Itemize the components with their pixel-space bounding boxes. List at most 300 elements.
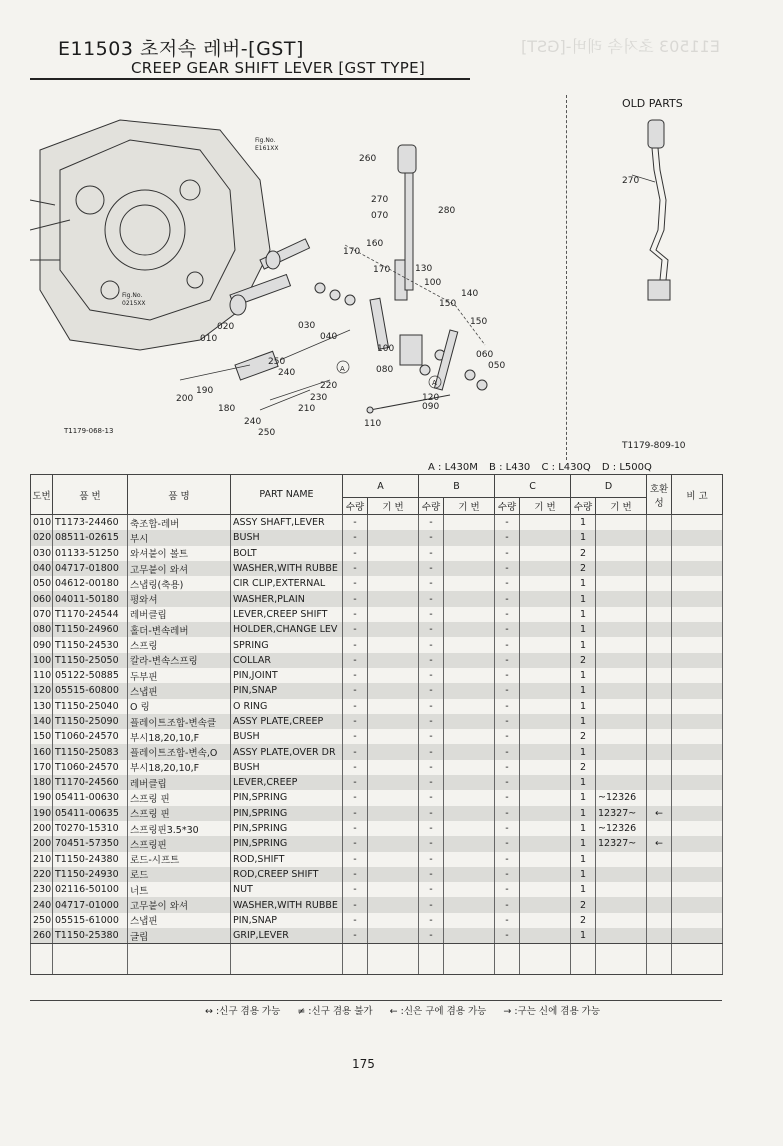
cell-b: - xyxy=(419,897,444,912)
cell-empty xyxy=(520,760,571,775)
cell-c: - xyxy=(495,897,520,912)
cell-b: - xyxy=(419,576,444,591)
cell-c: - xyxy=(495,928,520,944)
cell-empty xyxy=(368,622,419,637)
cell-empty xyxy=(368,852,419,867)
cell-c: - xyxy=(495,653,520,668)
header-model-b: B xyxy=(419,475,495,498)
cell-ic xyxy=(647,668,672,683)
cell-c: - xyxy=(495,836,520,851)
cell-no: 020 xyxy=(31,530,53,545)
cell-empty xyxy=(368,806,419,821)
cell-c: - xyxy=(495,546,520,561)
cell-serial xyxy=(596,852,647,867)
cell-serial xyxy=(596,775,647,790)
cell-empty xyxy=(672,515,723,531)
cell-ic xyxy=(647,867,672,882)
cell-empty xyxy=(520,882,571,897)
cell-no: 140 xyxy=(31,714,53,729)
cell-part: 02116-50100 xyxy=(53,882,128,897)
legend-item: ↔ :신구 겸용 가능 xyxy=(205,1006,281,1017)
cell-empty xyxy=(343,944,368,975)
cell-d: 1 xyxy=(571,821,596,836)
cell-d: 2 xyxy=(571,913,596,928)
cell-ic: ← xyxy=(647,806,672,821)
cell-serial: 12327~ xyxy=(596,836,647,851)
cell-d: 2 xyxy=(571,561,596,576)
cell-ic xyxy=(647,897,672,912)
cell-en: WASHER,WITH RUBBE xyxy=(231,897,343,912)
cell-a: - xyxy=(343,515,368,531)
cell-empty xyxy=(368,607,419,622)
cell-empty xyxy=(368,683,419,698)
svg-text:170: 170 xyxy=(373,265,391,275)
cell-no: 240 xyxy=(31,897,53,912)
cell-ic xyxy=(647,928,672,944)
svg-text:260: 260 xyxy=(359,154,377,164)
cell-empty xyxy=(520,806,571,821)
cell-serial xyxy=(596,760,647,775)
cell-serial: 12327~ xyxy=(596,806,647,821)
cell-empty xyxy=(672,699,723,714)
cell-a: - xyxy=(343,561,368,576)
cell-c: - xyxy=(495,530,520,545)
cell-part: T1173-24460 xyxy=(53,515,128,531)
cell-part: T1150-25090 xyxy=(53,714,128,729)
cell-empty xyxy=(368,591,419,606)
cell-d: 1 xyxy=(571,806,596,821)
cell-empty xyxy=(444,622,495,637)
cell-kr: 스냅핀 xyxy=(128,913,231,928)
cell-empty xyxy=(520,897,571,912)
cell-serial xyxy=(596,729,647,744)
cell-serial xyxy=(596,897,647,912)
cell-a: - xyxy=(343,852,368,867)
cell-b: - xyxy=(419,515,444,531)
cell-empty xyxy=(368,668,419,683)
cell-b: - xyxy=(419,561,444,576)
cell-d: 2 xyxy=(571,897,596,912)
cell-d: 2 xyxy=(571,729,596,744)
svg-text:250: 250 xyxy=(258,428,276,438)
cell-empty xyxy=(444,944,495,975)
cell-no: 090 xyxy=(31,637,53,652)
cell-c: - xyxy=(495,622,520,637)
svg-text:100: 100 xyxy=(377,344,395,354)
legend-item: ← :신은 구에 겸용 가능 xyxy=(389,1006,487,1017)
cell-en: PIN,SPRING xyxy=(231,806,343,821)
model-a: A : L430M xyxy=(428,462,478,473)
cell-empty xyxy=(520,530,571,545)
cell-c: - xyxy=(495,913,520,928)
cell-empty xyxy=(520,867,571,882)
table-row xyxy=(31,546,723,561)
cell-no: 040 xyxy=(31,561,53,576)
parts-table xyxy=(30,474,723,975)
cell-c: - xyxy=(495,668,520,683)
cell-empty xyxy=(672,653,723,668)
cell-ic xyxy=(647,775,672,790)
cell-c: - xyxy=(495,607,520,622)
header-model-c: C xyxy=(495,475,571,498)
cell-no: 130 xyxy=(31,699,53,714)
cell-d: 1 xyxy=(571,515,596,531)
figure-code-left: T1179-068-13 xyxy=(64,427,114,435)
cell-c: - xyxy=(495,867,520,882)
cell-b: - xyxy=(419,714,444,729)
cell-empty xyxy=(520,561,571,576)
cell-serial xyxy=(596,576,647,591)
svg-text:220: 220 xyxy=(320,381,338,391)
cell-no: 050 xyxy=(31,576,53,591)
cell-d: 1 xyxy=(571,836,596,851)
cell-b: - xyxy=(419,928,444,944)
cell-serial xyxy=(596,591,647,606)
table-row xyxy=(31,821,723,836)
cell-empty xyxy=(520,928,571,944)
table-row xyxy=(31,806,723,821)
cell-a: - xyxy=(343,576,368,591)
cell-b: - xyxy=(419,821,444,836)
table-row xyxy=(31,744,723,759)
cell-empty xyxy=(368,576,419,591)
cell-no: 110 xyxy=(31,668,53,683)
cell-en: COLLAR xyxy=(231,653,343,668)
cell-en: BUSH xyxy=(231,729,343,744)
cell-empty xyxy=(520,637,571,652)
title-underline xyxy=(30,78,470,80)
cell-c: - xyxy=(495,729,520,744)
table-filler-row xyxy=(31,944,723,975)
cell-no: 160 xyxy=(31,744,53,759)
cell-part: 05122-50885 xyxy=(53,668,128,683)
svg-text:150: 150 xyxy=(470,317,488,327)
cell-kr: 스프링 xyxy=(128,637,231,652)
cell-d: 1 xyxy=(571,790,596,805)
cell-part: T1150-25040 xyxy=(53,699,128,714)
cell-kr: 칼라-변속스프링 xyxy=(128,653,231,668)
svg-text:120: 120 xyxy=(422,393,440,403)
cell-d: 1 xyxy=(571,882,596,897)
figure-code-right: T1179-809-10 xyxy=(622,441,686,451)
cell-en: LEVER,CREEP xyxy=(231,775,343,790)
cell-no: 210 xyxy=(31,852,53,867)
cell-empty xyxy=(672,729,723,744)
cell-b: - xyxy=(419,622,444,637)
cell-empty xyxy=(444,561,495,576)
table-row xyxy=(31,591,723,606)
cell-kr: 로드-시프트 xyxy=(128,852,231,867)
cell-no: 010 xyxy=(31,515,53,531)
svg-text:Fig.No.: Fig.No. xyxy=(122,292,143,299)
cell-part: 05515-60800 xyxy=(53,683,128,698)
cell-kr: 스프링 핀 xyxy=(128,790,231,805)
svg-text:250: 250 xyxy=(268,357,286,367)
exploded-parts-diagram xyxy=(30,110,565,440)
cell-no: 030 xyxy=(31,546,53,561)
header-part-name: PART NAME xyxy=(231,475,343,515)
cell-empty xyxy=(444,836,495,851)
cell-empty xyxy=(128,944,231,975)
cell-en: ROD,SHIFT xyxy=(231,852,343,867)
cell-serial xyxy=(596,668,647,683)
cell-ic xyxy=(647,515,672,531)
cell-ic xyxy=(647,576,672,591)
cell-a: - xyxy=(343,683,368,698)
cell-part: T1060-24570 xyxy=(53,729,128,744)
model-d: D : L500Q xyxy=(601,462,652,473)
header-serial-a: 기 번 xyxy=(368,498,419,515)
cell-part: T1150-25083 xyxy=(53,744,128,759)
cell-kr: 와셔붙이 볼트 xyxy=(128,546,231,561)
svg-text:040: 040 xyxy=(320,332,338,342)
header-no: 도번 xyxy=(31,475,53,515)
svg-text:080: 080 xyxy=(376,365,394,375)
cell-part: 08511-02615 xyxy=(53,530,128,545)
cell-empty xyxy=(444,530,495,545)
cell-empty xyxy=(672,852,723,867)
cell-d: 2 xyxy=(571,546,596,561)
cell-b: - xyxy=(419,790,444,805)
cell-empty xyxy=(444,576,495,591)
svg-text:270: 270 xyxy=(622,176,640,186)
cell-a: - xyxy=(343,882,368,897)
header-model-d: D xyxy=(571,475,647,498)
cell-c: - xyxy=(495,576,520,591)
cell-empty xyxy=(368,882,419,897)
cell-empty xyxy=(368,836,419,851)
cell-part: 04612-00180 xyxy=(53,576,128,591)
cell-kr: 레버클립 xyxy=(128,775,231,790)
cell-no: 120 xyxy=(31,683,53,698)
cell-empty xyxy=(368,821,419,836)
cell-en: ASSY SHAFT,LEVER xyxy=(231,515,343,531)
cell-part: 01133-51250 xyxy=(53,546,128,561)
cell-part: 04717-01000 xyxy=(53,897,128,912)
cell-empty xyxy=(444,683,495,698)
cell-a: - xyxy=(343,699,368,714)
cell-empty xyxy=(672,683,723,698)
cell-serial xyxy=(596,530,647,545)
cell-d: 1 xyxy=(571,576,596,591)
cell-empty xyxy=(444,806,495,821)
cell-empty xyxy=(520,683,571,698)
cell-part: T0270-15310 xyxy=(53,821,128,836)
cell-empty xyxy=(520,714,571,729)
table-row xyxy=(31,775,723,790)
cell-no: 080 xyxy=(31,622,53,637)
table-row xyxy=(31,729,723,744)
svg-text:230: 230 xyxy=(310,393,328,403)
svg-text:E161XX: E161XX xyxy=(255,145,279,152)
table-row xyxy=(31,699,723,714)
cell-part: T1150-24530 xyxy=(53,637,128,652)
cell-serial xyxy=(596,515,647,531)
svg-text:0215XX: 0215XX xyxy=(122,300,146,307)
cell-d: 1 xyxy=(571,928,596,944)
cell-empty xyxy=(672,821,723,836)
cell-a: - xyxy=(343,653,368,668)
cell-empty xyxy=(520,576,571,591)
header-serial-b: 기 번 xyxy=(444,498,495,515)
cell-a: - xyxy=(343,913,368,928)
cell-ic xyxy=(647,622,672,637)
cell-a: - xyxy=(343,806,368,821)
cell-en: BOLT xyxy=(231,546,343,561)
cell-empty xyxy=(520,591,571,606)
cell-en: ROD,CREEP SHIFT xyxy=(231,867,343,882)
cell-empty xyxy=(672,546,723,561)
svg-text:180: 180 xyxy=(218,404,236,414)
svg-text:A: A xyxy=(340,365,345,373)
cell-c: - xyxy=(495,806,520,821)
cell-a: - xyxy=(343,714,368,729)
cell-kr: 스프링핀 xyxy=(128,836,231,851)
cell-a: - xyxy=(343,744,368,759)
table-row xyxy=(31,653,723,668)
svg-text:270: 270 xyxy=(371,195,389,205)
cell-ic xyxy=(647,683,672,698)
cell-empty xyxy=(647,944,672,975)
table-row xyxy=(31,897,723,912)
svg-text:240: 240 xyxy=(278,368,296,378)
table-row xyxy=(31,622,723,637)
table-row xyxy=(31,928,723,944)
cell-en: CIR CLIP,EXTERNAL xyxy=(231,576,343,591)
header-qty-d: 수량 xyxy=(571,498,596,515)
cell-a: - xyxy=(343,607,368,622)
cell-empty xyxy=(520,622,571,637)
cell-kr: 고무붙이 와셔 xyxy=(128,561,231,576)
cell-serial xyxy=(596,744,647,759)
cell-en: PIN,SPRING xyxy=(231,790,343,805)
cell-a: - xyxy=(343,591,368,606)
cell-empty xyxy=(444,515,495,531)
cell-ic xyxy=(647,591,672,606)
cell-no: 190 xyxy=(31,806,53,821)
svg-text:060: 060 xyxy=(476,350,494,360)
svg-text:130: 130 xyxy=(415,264,433,274)
table-row xyxy=(31,852,723,867)
cell-empty xyxy=(444,897,495,912)
svg-text:Fig.No.: Fig.No. xyxy=(255,137,276,144)
cell-empty xyxy=(520,913,571,928)
cell-empty xyxy=(419,944,444,975)
cell-no: 200 xyxy=(31,836,53,851)
cell-empty xyxy=(444,668,495,683)
cell-a: - xyxy=(343,546,368,561)
cell-no: 260 xyxy=(31,928,53,944)
cell-d: 1 xyxy=(571,699,596,714)
cell-empty xyxy=(520,515,571,531)
cell-d: 1 xyxy=(571,775,596,790)
cell-empty xyxy=(672,806,723,821)
cell-serial xyxy=(596,653,647,668)
cell-kr: 부시18,20,10,F xyxy=(128,760,231,775)
cell-serial xyxy=(596,867,647,882)
cell-empty xyxy=(520,607,571,622)
cell-no: 150 xyxy=(31,729,53,744)
cell-kr: 플레이트조합-변속,O xyxy=(128,744,231,759)
cell-no: 200 xyxy=(31,821,53,836)
cell-ic xyxy=(647,699,672,714)
old-parts-divider xyxy=(566,95,567,460)
cell-empty xyxy=(368,897,419,912)
svg-text:070: 070 xyxy=(371,211,389,221)
svg-text:050: 050 xyxy=(488,361,506,371)
cell-en: SPRING xyxy=(231,637,343,652)
cell-d: 1 xyxy=(571,714,596,729)
cell-part: 05411-00635 xyxy=(53,806,128,821)
cell-empty xyxy=(444,744,495,759)
cell-empty xyxy=(672,530,723,545)
cell-a: - xyxy=(343,760,368,775)
cell-en: BUSH xyxy=(231,760,343,775)
table-row xyxy=(31,576,723,591)
cell-empty xyxy=(444,790,495,805)
cell-empty xyxy=(368,561,419,576)
cell-serial xyxy=(596,561,647,576)
cell-serial xyxy=(596,607,647,622)
cell-no: 220 xyxy=(31,867,53,882)
cell-en: ASSY PLATE,CREEP xyxy=(231,714,343,729)
cell-b: - xyxy=(419,699,444,714)
cell-ic xyxy=(647,729,672,744)
cell-empty xyxy=(368,913,419,928)
cell-c: - xyxy=(495,821,520,836)
cell-d: 1 xyxy=(571,622,596,637)
cell-en: PIN,SNAP xyxy=(231,913,343,928)
svg-text:240: 240 xyxy=(244,417,262,427)
cell-empty xyxy=(672,668,723,683)
cell-empty xyxy=(672,637,723,652)
cell-empty xyxy=(520,653,571,668)
cell-d: 1 xyxy=(571,744,596,759)
cell-ic xyxy=(647,790,672,805)
cell-no: 190 xyxy=(31,790,53,805)
cell-d: 1 xyxy=(571,867,596,882)
cell-empty xyxy=(368,867,419,882)
cell-a: - xyxy=(343,897,368,912)
cell-serial xyxy=(596,928,647,944)
cell-d: 1 xyxy=(571,668,596,683)
cell-part: 70451-57350 xyxy=(53,836,128,851)
cell-kr: 플레이트조합-변속클 xyxy=(128,714,231,729)
cell-en: PIN,SPRING xyxy=(231,836,343,851)
cell-serial xyxy=(596,637,647,652)
cell-empty xyxy=(672,775,723,790)
cell-kr: O 링 xyxy=(128,699,231,714)
cell-b: - xyxy=(419,760,444,775)
cell-serial xyxy=(596,882,647,897)
cell-en: PIN,JOINT xyxy=(231,668,343,683)
cell-empty xyxy=(444,546,495,561)
bleed-through-text: E11503 초저속 레버-[GST] xyxy=(520,37,720,56)
cell-empty xyxy=(444,867,495,882)
table-row xyxy=(31,607,723,622)
cell-en: GRIP,LEVER xyxy=(231,928,343,944)
cell-empty xyxy=(444,653,495,668)
cell-empty xyxy=(520,775,571,790)
table-row xyxy=(31,561,723,576)
cell-c: - xyxy=(495,744,520,759)
cell-empty xyxy=(672,882,723,897)
cell-part: T1170-24544 xyxy=(53,607,128,622)
svg-text:160: 160 xyxy=(366,239,384,249)
cell-d: 1 xyxy=(571,591,596,606)
cell-kr: 스냅링(축용) xyxy=(128,576,231,591)
cell-ic xyxy=(647,653,672,668)
